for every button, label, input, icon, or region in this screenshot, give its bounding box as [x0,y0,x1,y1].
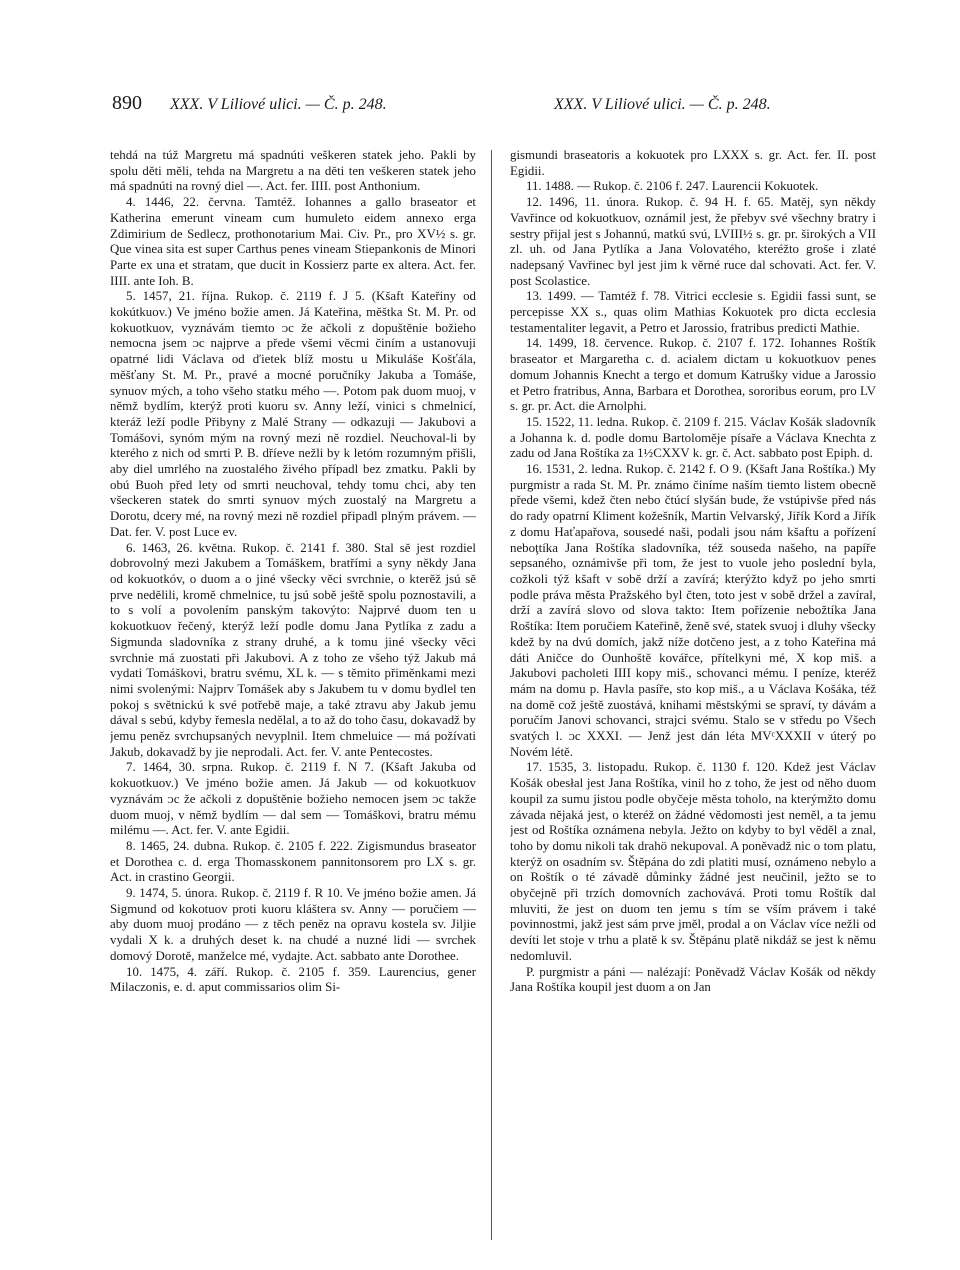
entry-4: 4. 1446, 22. června. Tamtéž. Iohannes a gallo braseator et Katherina emerunt vineam cum humuleto eidem annexo erga Zdimirium de Sedlecz, prothonotarium Mai. Civ. Pr., pro XV½ s. gr. Que vinea sita est super Carthus penes vineam Stiepankonis de Minori Parte ex una et stratam, que ducit in Kossierz parte ex altera. Act. fer. IIII. ante Ioh. B. [110,195,476,288]
entry-6: 6. 1463, 26. května. Rukop. č. 2141 f. 380. Stal sě jest rozdiel dobrovolný mezi Jakubem a Tomáškem, bratřími a syny někdy Jana od kokuotkóv, o duom a o jiné všecky věci svrchnie, o kterěž jsú sě prve nedělili, kromě chmelnice, tu jsú sobě ještě spolu poznostavili, a to s volí a povolením panským takovýto: Najprvé duom ten u kokuotkuov řečený, kterýž leží podle domu Jana Pytlíka z zadu a Sigmunda sladovníka z strany druhé, a k tomu jiné všecky věci svrchnie má zuostati při Jakubovi. A z toho ze všeho týž Jakub má vydati Tomáškovi, bratru svému, XL k. — s těmito přiměnkami mezi nimi svolenými: Najprv Tomášek aby s Jakubem tu v domu bydlel ten pokoj s světnickú k své potřebě maje, a také ztravu aby Jakub jemu dával s sebú, kdyby řemesla nedělal, a to až do toho času, dokavadž by jemu peněz svrchupsaných nevyplnil. Item chmeluice — má požívati Jakub, dokavadž by jie neprodali. Act. fer. V. ante Pentecostes. [110,540,476,759]
entry-5: 5. 1457, 21. října. Rukop. č. 2119 f. J 5. (Kšaft Kateřiny od kokútkuov.) Ve jméno božie amen. Já Kateřina, měštka St. M. Pr. od kokuotkuov, vyznávám tiemto ᴐc že ačkoli z dopuštěnie božieho nemocna jsem ᴐc najprve a přede všemi věcmi činím a ustanovuji opatrné lidi Václava od ďietek blíž mostu u Mikuláše Košťála, měšťany St. M. Pr., pravé a mocné poručníky Jakuba a Tomáše, synuov mých, a toho všeho statku mého —. Potom pak duom muoj, v němž bydlím, kterýž proti kuoru sv. Anny leží, vinici s chmelnicí, kteráž leží podle Přibyny z Malé Strany — odkazuji — Jakubovi a Tomášovi, synóm mým na rovný mezi ně rozdiel. Neuchoval-li by kterého z nich od smrti P. B. dříeve nežli by k letóm rozumným přišli, aby diel umrlého na zuostalého živého případl bez zmatku. Pakli by obú Buoh před lety od smrti neuchoval, tehdy tomu chci, aby ten všeckeren statek do smrti synuov mých zuostalý na Margretu a Dorotu, dcery mé, na rovný mezi ně rozdiel připadl plným právem. — Dat. fer. V. post Luce ev. [110,289,476,539]
right-text-column [510,148,876,1238]
entry-10: 10. 1475, 4. září. Rukop. č. 2105 f. 359. Laurencius, gener Milaczonis, e. d. aput commissarios olim Si- [110,964,476,995]
entry-14: 14. 1499, 18. července. Rukop. č. 2107 f. 172. Iohannes Roštík braseator et Margaretha c. d. acialem dictam u kokuotkuov penes domum Johannis Knecht a tergo et domum Katrušky vidue a Jarossio et Petro fratribus, Anna, Barbara et Dorothea, sororibus eorum, pro LV s. gr. pr. Act. die Arnolphi. [510,336,876,414]
paragraph: tehdá na túž Margretu má spadnúti veškeren statek jeho. Pakli by spolu děti měli, tehda na Margretu a na děti ten veškeren statek jeho má spadnúti na rovný diel —. Act. fer. IIII. post Anthonium. [110,148,476,194]
entry-13: 13. 1499. — Tamtéž f. 78. Vitrici ecclesie s. Egidii fassi sunt, se percepisse XX s., quas olim Mathias Kokuotek pro dicta ecclesia testamentaliter legavit, a Petro et Jarossio, fratribus predicti Mathie. [510,289,876,335]
entry-17: 17. 1535, 3. listopadu. Rukop. č. 1130 f. 120. Kdež jest Václav Košák obesłal jest Jana Roštíka, vinil ho z toho, že jest od něho duom koupil za sumu jistou podle obyčeje města toholo, na kterýmžto domu závada nějaká jest, o kteréž on žádné vědomosti jest neměl, a ta jemu jest od Roštíka oznámena nebyla. Ježto on kdyby to byl věděl a znal, toho by domu nikoli tak drahö nekupoval. A poněvadž nic o tom platu, kterýž on osadním sv. Štěpána do zdi platiti musí, oznámeno nebylo a on Roštík o té závadě důminky žádné jest neučinil, ježto se to obyčejně při trzích domovních zachovává. Proti tomu Roštík dal mluviti, že jest on duom ten jemu s tím se vším právem i také povinnostmi, jakž jest sám prve jměl, prodal a on Václav více nežli od devíti let stoje v trhu a platě k sv. Štěpánu platě nikdáž se jest k němu nedomluvil. [510,760,876,963]
entry-8: 8. 1465, 24. dubna. Rukop. č. 2105 f. 222. Zigismundus braseator et Dorothea c. d. erga Thomasskonem pannitonsorem pro LX s. gr. Act. in crastino Georgii. [110,838,476,885]
paragraph: gismundi braseatoris a kokuotek pro LXXX s. gr. Act. fer. II. post Egidii. [510,148,876,178]
column-divider [491,150,492,1240]
entry-16: 16. 1531, 2. ledna. Rukop. č. 2142 f. O 9. (Kšaft Jana Roštíka.) My purgmistr a rada St. M. Pr. známo činíme naším tiemto listem obecně přede všemi, kdež čten nebo čtúcí slyšán bude, že vstúpivše před nás do rady opatrní Kliment kožešník, Martin Velvarský, Jiřík Kord a Jiřík z domu Haťapařova, sousedé naši, podali jsou nám kšaftu a pořízení neboţtíka Jana Roštíka sladovníka, též souseda našeho, na papíře sepsaného, oznámivše při tom, že jest to vuole jeho poslední byla, cožkoli týž kšaft v sobě drží a zavírá; kterýžto když po jeho smrti podle práva města Pražského byl čten, toto jest v sobě držel a zavíral, drží a zavírá slovo od slova takto: Item pořízenie nebožtíka Jana Roštíka: Item poručiem Kateřině, ženě své, statek svuoj i dluhy všecky kdež by na dvú domích, jakž níže dotčeno jest, a z toho Kateřina má dáti Aničce do Ounhoště kovářce, přítelkyni mé, X kop miš. a Jakubovi pacholeti IIII kopy miš., schovanci mému. I peníze, kteréž mám na domu p. Havla pasíře, sto kop miš., a u Václava Košáka, též na domě což ještě zuostává, knihami městskými se spraví, ty dávám a poručím Janovi schovanci, strajci svému. Stalo se v středu po Všech svatých l. ᴐc XXXI. — Jenž jest dán léta MVᶜXXXII v úterý po Novém létě. [510,462,876,759]
right-running-title: XXX. V Liliové ulici. — Č. p. 248. [554,96,771,113]
entry-12: 12. 1496, 11. února. Rukop. č. 94 H. f. 65. Matěj, syn někdy Vavřince od kokuotkuov, oznámil jest, že přebyv své všechny bratry i sestry přijal jest s Johannú, matkú svú, LVIII½ s. gr. pr. širokých a VII zl. uh. od Jana Pytlíka a Jana Volovatého, kteréžto groše i zlaté nadepsaný Vavřinec byl jest jim k věrné ruce dal schovati. Act. fer. V. post Scolastice. [510,195,876,288]
running-header [0,92,960,122]
entry-7: 7. 1464, 30. srpna. Rukop. č. 2119 f. N 7. (Kšaft Jakuba od kokuotkuov.) Ve jméno božie amen. Já Jakub — od kokuotkuov vyznávám ᴐc že ačkoli z dopuštěnie božieho nemocen jsem ᴐc takže duom muoj, v němž bydlím — dal sem — Tomáškovi, bratru mému milému —. Act. fer. V. ante Egidii. [110,760,476,838]
entry-9: 9. 1474, 5. února. Rukop. č. 2119 f. R 10. Ve jméno božie amen. Já Sigmund od kokotuov proti kuoru kláštera sv. Anny — poručiem — aby duom muoj prodáno — z těch peněz na opravu kostela sv. Jiljie vydali X k. a druhých deset k. na chudé a nuzné lidi — svrchek domový Dorotě, manželce mé, vydajte. Act. sabbato ante Dorothee. [110,886,476,963]
entry-15: 15. 1522, 11. ledna. Rukop. č. 2109 f. 215. Václav Košák sladovník a Johanna k. d. podle domu Bartoloměje písaře a Václava Knechta z zadu od Jana Roštíka za 1½CXXV k. gr. č. Act. sabbato post Epiph. d. [510,414,876,461]
left-text-column [110,148,476,1238]
entry-11: 11. 1488. — Rukop. č. 2106 f. 247. Laurencii Kokuotek. [526,179,819,194]
left-running-title: XXX. V Liliové ulici. — Č. p. 248. [170,96,387,113]
verdict-paragraph: P. purgmistr a páni — nalézají: Poněvadž Václav Košák od někdy Jana Roštíka koupil jest duom a on Jan [510,964,876,995]
page-number: 890 [112,92,142,114]
